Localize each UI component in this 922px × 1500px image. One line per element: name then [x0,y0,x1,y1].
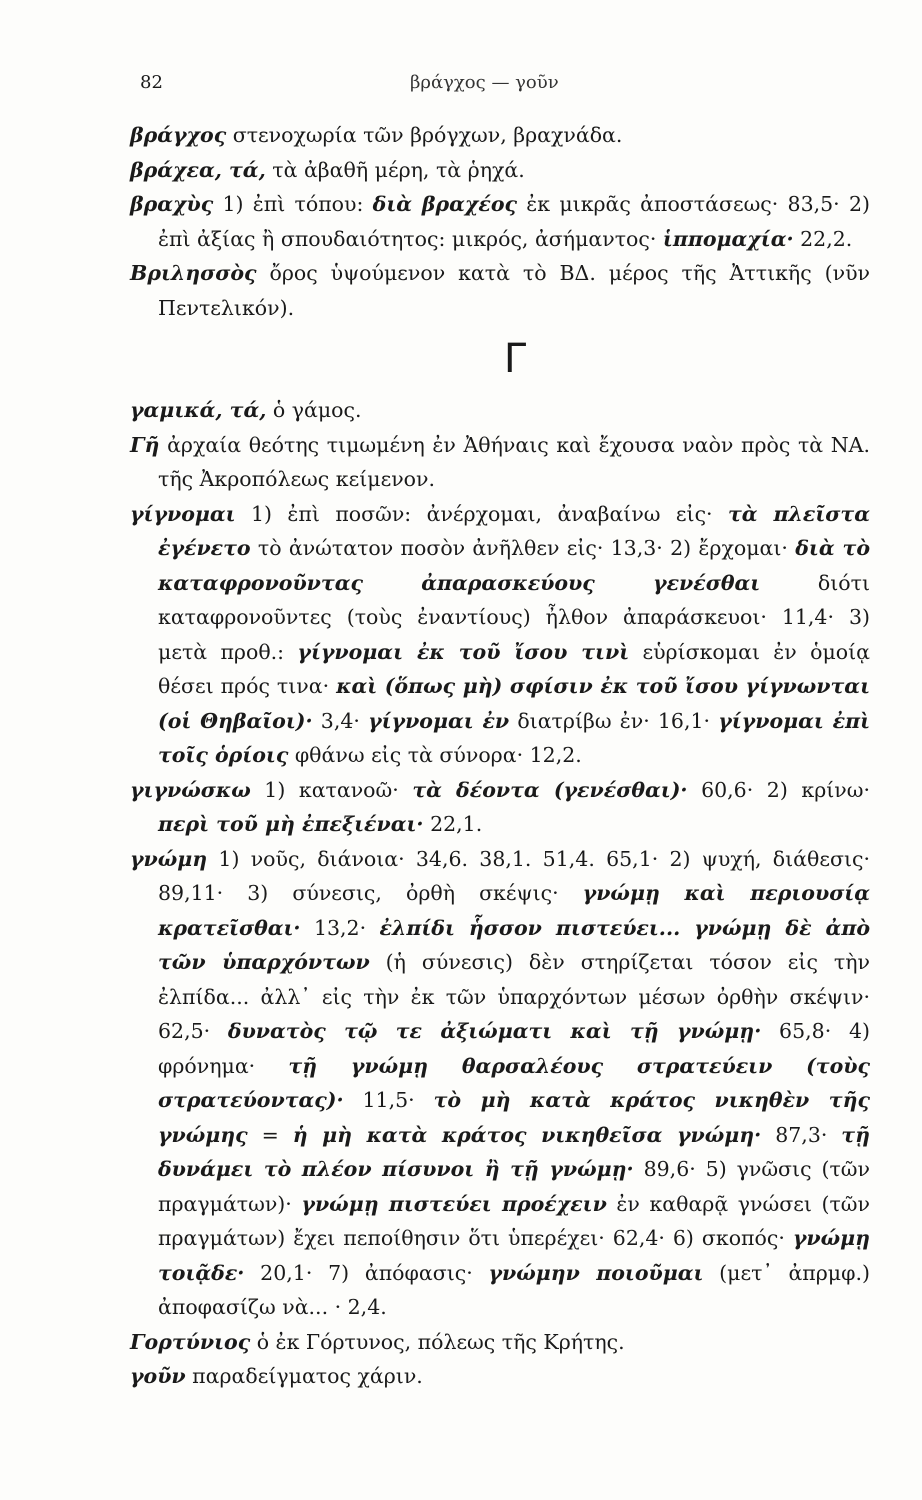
entry-quotation: τῇ γνώμῃ θαρσαλέους στρατεύειν (τοὺς στρατεύοντας)· [158,1053,870,1112]
entry-definition-text: (ἡ σύνεσις) δὲν στηρίζεται τόσον εἰς τὴν ἐλπίδα... ἀλλ᾽ εἰς τὴν ἐκ τῶν ὑπαρχόντων μέσων ὀρθὴν σκέψιν· 62,5· [158,950,870,1043]
entry-definition-text: ὁ γάμος. [266,398,362,422]
entry-definition-text: 3,4· [312,708,369,733]
entry-definition-text: 22,1. [423,812,483,836]
entry-definition-text: φθάνω εἰς τὰ σύνορα· 12,2. [288,743,582,767]
entry-quotation: ἡ μὴ κατὰ κράτος νικηθεῖσα γνώμη· [292,1122,762,1147]
entry-definition-text: τὰ ἀβαθῆ μέρη, τὰ ῥηχά. [265,157,525,182]
entry-definition-text: 60,6· 2) κρίνω· [687,777,870,802]
entry-quotation: γίγνομαι ἐκ τοῦ ἴσου τινὶ [297,639,630,664]
entry-quotation: γίγνομαι ἐπὶ τοῖς ὁρίοις [158,708,871,767]
entry-definition-text: διότι καταφρονοῦντες (τοὺς ἐναντίους) ἦλθον ἀπαράσκευοι· 11,4· 3) μετὰ προθ.: [158,570,870,664]
entry-definition-text: παραδείγματος χάριν. [185,1364,423,1388]
dictionary-entry [130,187,870,256]
entry-lemma: γνώμη [130,846,208,871]
entry-quotation: γίγνομαι ἐν [368,708,510,733]
entry-definition-text: τὸ ἀνώτατον ποσὸν ἀνῆλθεν εἰς· 13,3· 2) ἔρχομαι· [250,536,796,560]
entry-quotation: γνώμην ποιοῦμαι [488,1260,704,1285]
dictionary-entry [130,1325,870,1360]
page-header [140,72,862,102]
entry-definition-text: 65,8· 4) φρόνημα· [158,1019,870,1078]
entry-quotation: περὶ τοῦ μὴ ἐπεξιέναι· [158,812,424,836]
entry-quotation: γνώμῃ καὶ περιουσίᾳ κρατεῖσθαι· [158,881,871,940]
entry-definition-text: 1) ἐπὶ ποσῶν: ἀνέρχομαι, ἀναβαίνω εἰς· [235,501,728,526]
entry-quotation: γνώμῃ τοιᾷδε· [158,1226,870,1285]
entry-lemma: βράγχος [130,123,227,147]
entry-lemma: γίγνομαι [130,501,236,526]
entry-quotation: τὰ πλεῖστα ἐγένετο [158,501,870,560]
entry-quotation: δυνατὸς τῷ τε ἀξιώματι καὶ τῇ γνώμῃ· [227,1019,762,1043]
dictionary-body [130,118,870,1394]
entries-section-b [130,118,870,325]
entry-quotation: διὰ τὸ καταφρονοῦντας ἀπαρασκεύους γενέσθαι [158,536,870,595]
entry-definition-text: 13,2· [300,915,380,940]
entry-definition-text: στενοχωρία τῶν βρόγχων, βραχνάδα. [226,123,623,147]
entry-definition-text: ὁ ἐκ Γόρτυνος, πόλεως τῆς Κρήτης. [250,1329,625,1354]
entry-definition-text: εὑρίσκομαι ἐν ὁμοίᾳ θέσει πρός τινα· [158,639,870,698]
dictionary-entry [130,153,870,188]
entry-lemma: Βριλησσὸς [130,261,257,285]
entry-definition-text: ἐκ μικρᾶς ἀποστάσεως· 83,5· 2) ἐπὶ ἀξίας ἢ σπουδαιότητος: μικρός, ἀσήμαντος· [158,192,870,251]
running-title: βράγχος — γοῦν [410,72,559,93]
entry-quotation: γνώμῃ πιστεύει προέχειν [301,1191,607,1216]
entry-definition-text: 22,2. [793,226,853,251]
entry-definition-text: 89,6· 5) γνῶσις (τῶν πραγμάτων)· [158,1157,870,1216]
entry-definition-text: 20,1· 7) ἀπόφασις· [244,1260,489,1285]
entry-quotation: καὶ (ὅπως μὴ) σφίσιν ἐκ τοῦ ἴσου γίγνωνται (οἱ Θηβαῖοι)· [158,674,870,733]
dictionary-entry [130,256,870,325]
dictionary-entry [130,393,870,428]
entry-quotation: διὰ βραχέος [372,192,518,216]
entry-quotation: ἐλπίδι ἧσσον πιστεύει... γνώμῃ δὲ ἀπὸ τῶν ὑπαρχόντων [158,915,871,974]
entry-quotation: τῇ δυνάμει τὸ πλέον πίσυνοι ἢ τῇ γνώμῃ· [158,1122,870,1181]
entry-quotation: ἱππομαχία· [662,226,794,251]
entry-lemma: βραχὺς [130,192,214,216]
entry-definition-text: ἀρχαία θεότης τιμωμένη ἐν Ἀθήναις καὶ ἔχουσα ναὸν πρὸς τὰ ΝΑ. τῆς Ἀκροπόλεως κείμενον. [158,432,870,491]
dictionary-entry [130,842,870,1325]
page-number: 82 [140,72,163,93]
dictionary-entry [130,428,870,497]
entry-definition-text: 1) νοῦς, διάνοια· 34,6. 38,1. 51,4. 65,1· 2) ψυχή, διάθεσις· 89,11· 3) σύνεσις, ὀρθὴ σκέψις· [158,846,870,905]
entry-lemma: Γορτύνιος [130,1329,251,1354]
entry-definition-text: 11,5· [343,1088,434,1112]
dictionary-entry [130,773,870,842]
entry-definition-text: 1) ἐπὶ τόπου: [213,192,373,216]
dictionary-entry [130,1359,870,1394]
entry-lemma: γοῦν [130,1364,186,1388]
entry-definition-text: ὄρος ὑψούμενον κατὰ τὸ ΒΔ. μέρος τῆς Ἀττικῆς (νῦν Πεντελικόν). [158,261,870,320]
entry-lemma: γιγνώσκω [130,777,251,802]
entry-definition-text: 1) κατανοῶ· [250,777,413,802]
dictionary-entry [130,497,870,773]
section-letter: Γ [503,336,527,382]
entries-section-g [130,393,870,1394]
entry-lemma: βράχεα, τά, [130,157,266,182]
entry-lemma: Γῆ [130,432,160,457]
dictionary-entry [130,118,870,153]
entry-quotation: τὸ μὴ κατὰ κράτος νικηθὲν τῆς γνώμης [158,1088,870,1147]
entry-definition-text: ἐν καθαρᾷ γνώσει (τῶν πραγμάτων) ἔχει πεποίθησιν ὅτι ὑπερέχει· 62,4· 6) σκοπός· [158,1191,870,1250]
entry-quotation: τὰ δέοντα (γενέσθαι)· [412,777,688,802]
entry-definition-text: (μετ᾽ ἀπρμφ.) ἀποφασίζω νὰ... · 2,4. [158,1260,870,1319]
entry-lemma: γαμικά, τά, [130,398,267,422]
entry-definition-text: = [247,1122,293,1147]
entry-definition-text: διατρίβω ἐν· 16,1· [509,708,719,733]
entry-definition-text: 87,3· [761,1122,842,1147]
